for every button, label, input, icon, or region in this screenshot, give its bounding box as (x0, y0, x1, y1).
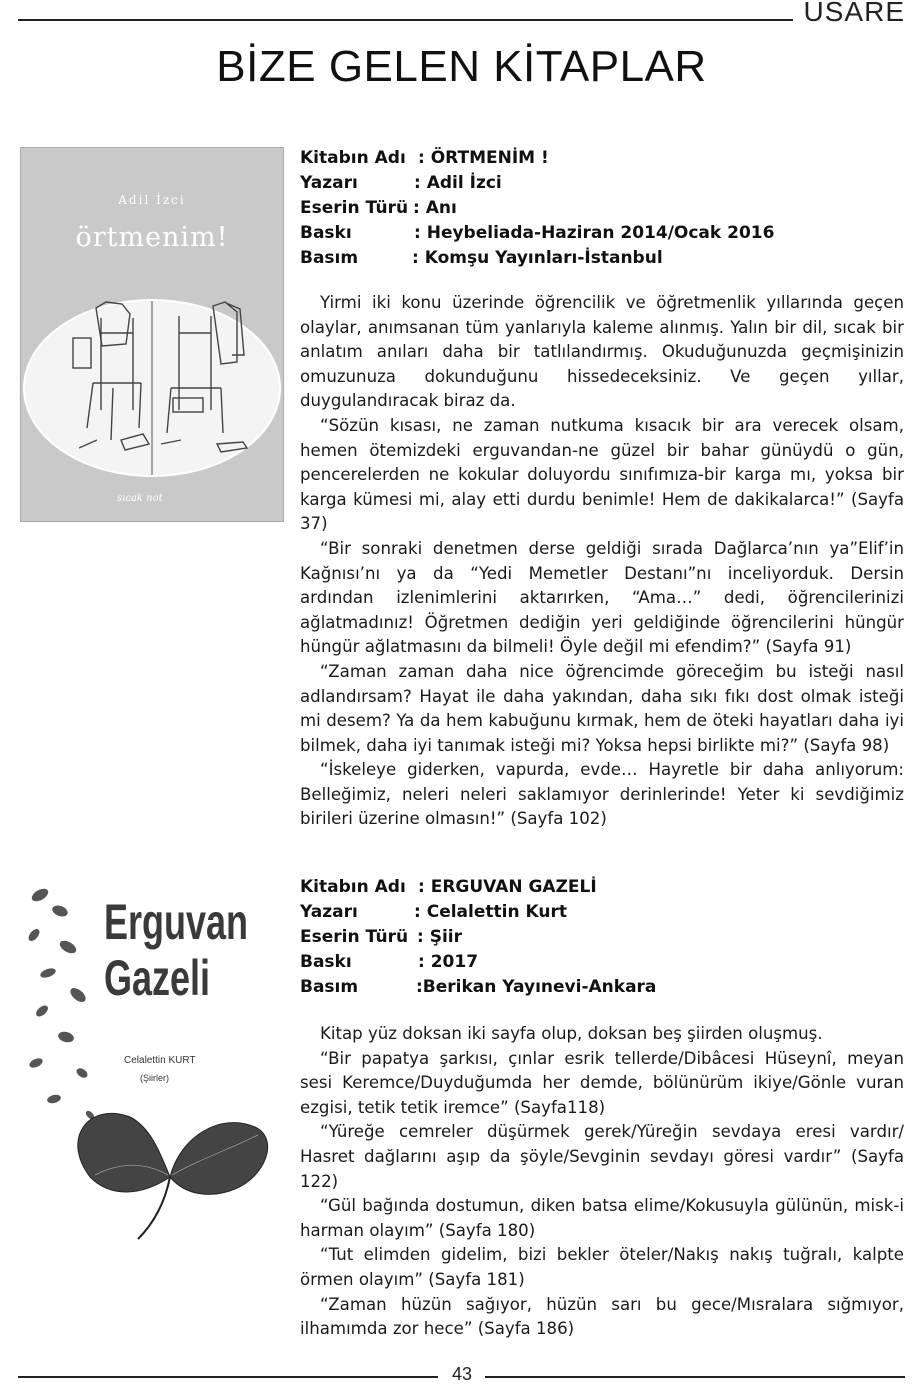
meta-value: : Celalettin Kurt (414, 902, 567, 922)
meta-row (300, 900, 656, 925)
meta-key: Kitabın Adı (300, 148, 406, 168)
meta-row (300, 875, 656, 900)
quote-paragraph: “Zaman zaman daha nice öğrencimde göreceğim bu isteği nasıl adlandırsam? Hayat ile daha yakından, daha sıkı fıkı dost olmak isteği mi desem? Ya da hem kabuğunu kırmak, hem de öteki hayatları daha iyi bilmek, daha iyi tanımak isteği mi? Yoksa hepsi birlikte mi?” (Sayfa 98) (300, 661, 904, 755)
meta-row (300, 196, 774, 221)
meta-key: Baskı (300, 952, 352, 972)
footer-rule-right (485, 1376, 905, 1378)
meta-key: Basım (300, 977, 359, 997)
quote-paragraph: “Tut elimden gidelim, bizi bekler öteler/Nakış nakış tuğralı, kalpte örmen olayım” (Sayfa 181) (300, 1245, 904, 1289)
cover-genre: (Şiirler) (140, 1073, 169, 1083)
meta-key: Eserin Türü (300, 198, 409, 218)
journal-name: USARE (803, 0, 905, 27)
cover-title-line1: Erguvan (104, 894, 249, 950)
cover-title (104, 894, 249, 1006)
book1-review (300, 291, 904, 832)
cover-title: örtmenim! (75, 222, 229, 253)
quote-paragraph: “Bir papatya şarkısı, çınlar esrik tellerde/Dibâcesi Hüseynî, meyan sesi Keremce/Duyduğumda her demde, bölünürüm ikiye/Gönle vuran ezgisi, tetik tetik iremce” (Sayfa118) (300, 1048, 904, 1117)
meta-value: : 2017 (418, 952, 479, 972)
meta-row (300, 221, 774, 246)
meta-value: : ERGUVAN GAZELİ (418, 877, 597, 897)
meta-key: Yazarı (300, 173, 358, 193)
meta-row (300, 171, 774, 196)
book1-meta (300, 146, 774, 271)
meta-row (300, 925, 656, 950)
page-title: BİZE GELEN KİTAPLAR (216, 42, 707, 91)
quote-paragraph: “Sözün kısası, ne zaman nutkuma kısacık bir ara verecek olsam, hemen ötemizdeki erguvandan-ne güzel bir bahar günüydü o gün, pencerelerden ne kokular doluyordu sınıfımıza-bir karga mı, yoksa bir karga kümesi mi, alay etti durdu benimle! Hem de dakikalarca!” (Sayfa 37) (300, 415, 904, 534)
meta-row (300, 146, 774, 171)
cover-author: Celalettin KURT (124, 1055, 196, 1066)
meta-value: : Adil İzci (414, 173, 502, 193)
paragraph: Kitap yüz doksan iki sayfa olup, doksan beş şiirden oluşmuş. (320, 1024, 823, 1043)
book2-review (300, 1022, 904, 1342)
cover-illustration (21, 148, 283, 521)
meta-value: : Heybeliada-Haziran 2014/Ocak 2016 (414, 223, 775, 243)
book2-meta (300, 875, 656, 1000)
meta-row (300, 246, 774, 271)
cover-publisher: sıcak not (117, 493, 163, 504)
meta-row (300, 975, 656, 1000)
quote-paragraph: “Gül bağında dostumun, diken batsa elime/Kokusuyla gülünün, misk-i harman olayım” (Sayfa 180) (300, 1196, 904, 1240)
meta-value: : Şiir (417, 927, 462, 947)
quote-paragraph: “İskeleye giderken, vapurda, evde… Hayretle bir daha anlıyorum: Belleğimiz, neleri neleri saklamıyor derinlerinde! Yeter ki sevdiğimiz birileri üzerine olmasın!” (Sayfa 102) (300, 760, 904, 829)
paragraph: Yirmi iki konu üzerinde öğrencilik ve öğretmenlik yıllarında geçen olaylar, anımsanan tüm yanlarıyla kaleme alınmış. Yalın bir dil, sıcak bir anlatım anıları daha bir tatlılandırmış. Okuduğunuzda geçmişinizin omuzunuza dokunduğunu hissedeceksiniz. Ve geçen yıllar, duygulandıracak biraz da. (300, 293, 904, 411)
footer-rule-left (18, 1376, 438, 1378)
meta-row (300, 950, 656, 975)
header-rule (18, 19, 793, 21)
cover-title-line2: Gazeli (104, 950, 211, 1006)
meta-value: : Komşu Yayınları-İstanbul (412, 248, 663, 268)
meta-key: Baskı (300, 223, 352, 243)
book-cover-erguvan-gazeli (20, 877, 282, 1252)
cover-author: Adil İzci (118, 193, 186, 207)
meta-value: : ÖRTMENİM ! (418, 148, 549, 168)
meta-key: Eserin Türü (300, 927, 409, 947)
meta-value: :Berikan Yayınevi-Ankara (416, 977, 657, 997)
page-number: 43 (451, 1364, 473, 1384)
meta-key: Kitabın Adı (300, 877, 406, 897)
quote-paragraph: “Yüreğe cemreler düşürmek gerek/Yüreğin sevdaya eresi vardır/ Hasret dağlarını aşıp da şöyle/Sevginin sevdayı göresi vardır” (Sayfa 122) (300, 1122, 904, 1191)
meta-value: : Anı (413, 198, 457, 218)
book-cover-ortmenim (20, 147, 284, 522)
meta-key: Basım (300, 248, 359, 268)
meta-key: Yazarı (300, 902, 358, 922)
quote-paragraph: “Bir sonraki denetmen derse geldiği sırada Dağlarca’nın ya”Elif’in Kağnısı’nı ya da “Yedi Memetler Destanı”nı inceliyorduk. Dersin ardından izlenimlerini aktarırken, “Ama…” dedi, öğrencilerinizi ağlatmadınız! Öğretmen dediğin yeri geldiğinde öğrencilerini hüngür hüngür ağlatmasını da bilmeli! Öyle değil mi efendim?” (Sayfa 91) (300, 538, 904, 657)
quote-paragraph: “Zaman hüzün sağıyor, hüzün sarı bu gece/Mısralara sığmıyor, ilhamımda zor hece” (Sayfa 186) (300, 1294, 904, 1339)
